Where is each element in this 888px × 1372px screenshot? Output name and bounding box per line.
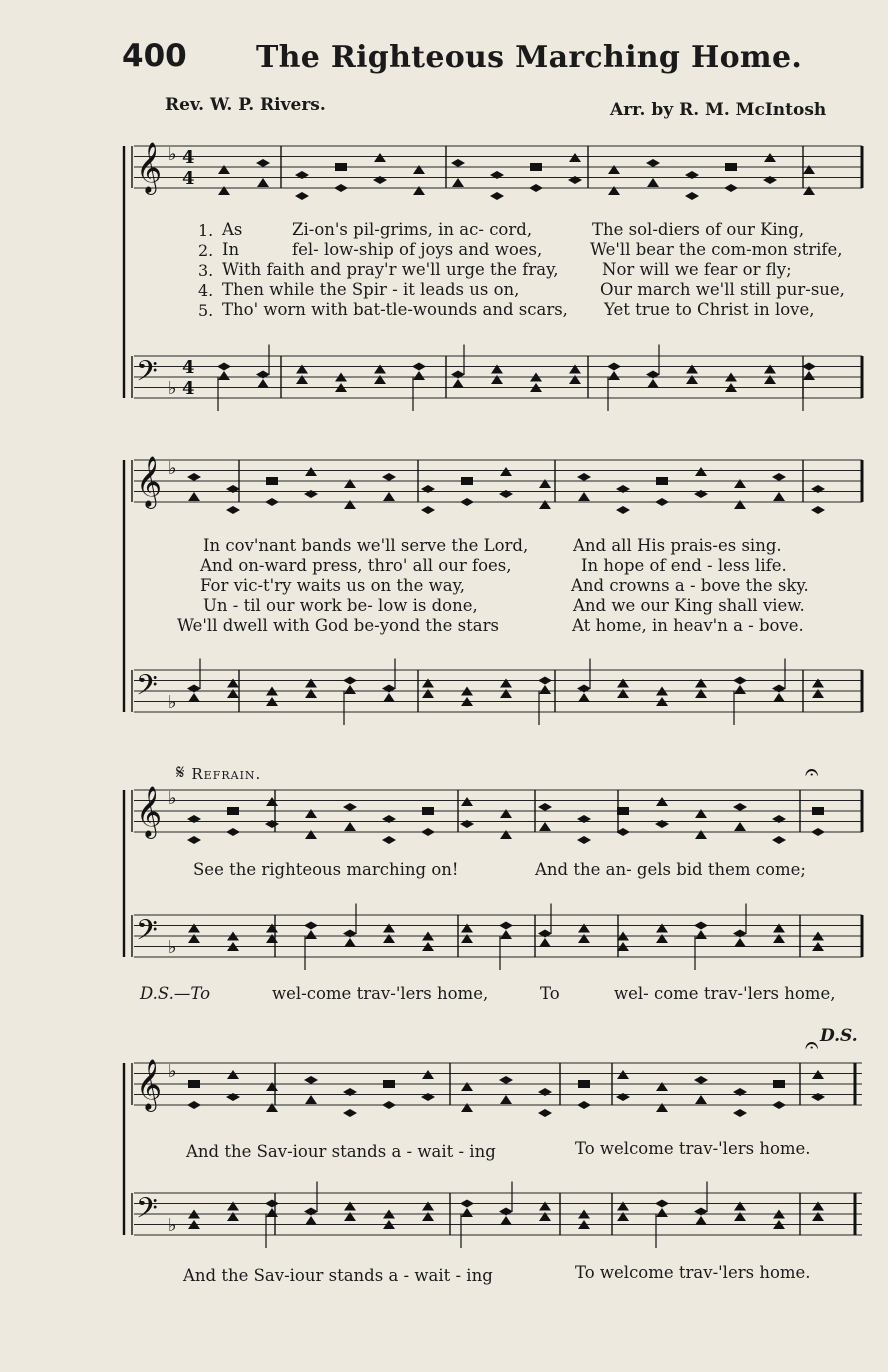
shape-note-fa [539,685,551,694]
segno-icon: 𝄋 [176,760,186,784]
shape-note-la [812,807,824,815]
shape-note-fa [695,467,707,476]
shape-note-la [656,477,668,485]
shape-note-fa [227,679,239,688]
shape-note-fa [656,1082,668,1091]
shape-note-mi [187,836,201,844]
refrain-lyric-a: See the righteous marching on! [193,860,459,879]
shape-note-fa [296,375,308,384]
shape-note-mi [304,1076,318,1084]
shape-note-fa [305,689,317,698]
shape-note-fa [539,938,551,947]
shape-note-fa [617,1202,629,1211]
shape-note-fa [500,830,512,839]
shape-note-la [227,807,239,815]
verse-4-lyric-b: Our march we'll still pur-sue, [600,280,845,299]
ds-lyric-b: wel-come trav-'lers home, [272,984,489,1003]
shape-note-fa [491,375,503,384]
shape-note-fa [305,467,317,476]
shape-note-la [773,1080,785,1088]
ds-lyric-c: To [540,984,560,1003]
shape-note-mi [538,677,552,685]
refrain-label [176,760,261,784]
verse-number: 1. [198,221,214,240]
shape-note-fa [305,1095,317,1104]
shape-note-fa [227,689,239,698]
shape-note-fa [452,379,464,388]
shape-note-fa [686,375,698,384]
fermata-icon: 𝄐 [805,1031,819,1059]
shape-note-fa [647,379,659,388]
verse-2-word-in: In [222,240,240,259]
shape-note-la [266,477,278,485]
refrain-lyric-c: And the Sav-iour stands a - wait - ing [186,1142,496,1161]
verse-1-lyric-d: And all His prais-es sing. [573,536,782,555]
shape-note-fa [569,153,581,162]
shape-note-fa [461,1082,473,1091]
shape-note-mi [529,184,543,192]
shape-note-fa [383,492,395,501]
verse-2-lyric-a: fel- low-ship of joys and woes, [292,240,543,259]
time-sig-icon: 4 [182,147,195,168]
shape-note-mi [382,836,396,844]
bass-clef-icon: 𝄢 [136,669,158,709]
shape-note-fa [617,1212,629,1221]
shape-note-la [578,1080,590,1088]
shape-note-la [335,163,347,171]
shape-note-fa [764,153,776,162]
refrain-title: Refrain. [191,765,262,783]
flat-icon: ♭ [168,1061,177,1082]
shape-note-mi [343,677,357,685]
flat-icon: ♭ [168,937,177,958]
shape-note-fa [422,679,434,688]
shape-note-fa [500,689,512,698]
shape-note-fa [257,379,269,388]
shape-note-fa [812,1212,824,1221]
shape-note-fa [344,938,356,947]
shape-note-fa [305,679,317,688]
bass-clef-icon: 𝄢 [136,914,158,954]
shape-note-mi [490,192,504,200]
shape-note-mi [460,498,474,506]
refrain-lyric-d: To welcome trav-'lers home. [575,1139,811,1158]
fermata-icon: 𝄐 [805,758,819,786]
shape-note-fa [461,934,473,943]
shape-note-mi [655,498,669,506]
shape-note-fa [266,1103,278,1112]
verse-5-lyric-b: Yet true to Christ in love, [604,300,815,319]
shape-note-fa [647,178,659,187]
flat-icon: ♭ [168,1215,177,1236]
shape-note-fa [188,492,200,501]
shape-note-la [461,477,473,485]
shape-note-fa [257,178,269,187]
shape-note-fa [812,679,824,688]
shape-note-fa [656,934,668,943]
verse-3-lyric-c: For vic-t'ry waits us on the way, [200,576,465,595]
shape-note-fa [344,479,356,488]
verse-number: 3. [198,261,214,280]
shape-note-fa [422,1202,434,1211]
treble-clef-icon: 𝄞 [136,1059,163,1110]
shape-note-mi [577,1101,591,1109]
shape-note-fa [686,365,698,374]
shape-note-fa [461,1208,473,1217]
shape-note-fa [764,375,776,384]
shape-note-fa [188,924,200,933]
shape-note-mi [256,159,270,167]
verse-5-lyric-d: At home, in heav'n a - bove. [572,616,804,635]
shape-note-mi [772,836,786,844]
shape-note-fa [500,679,512,688]
shape-note-fa [413,371,425,380]
shape-note-fa [422,1212,434,1221]
shape-note-mi [811,828,825,836]
shape-note-fa [227,1212,239,1221]
shape-note-fa [344,822,356,831]
verse-3-lyric-a: With faith and pray'r we'll urge the fray, [222,260,559,279]
shape-note-fa [374,153,386,162]
hymn-title: The Righteous Marching Home. [256,40,803,75]
verse-1-lyric-a: Zi-on's pil-grims, in ac- cord, [292,220,533,239]
shape-note-fa [539,500,551,509]
verse-1-word-as: As [222,220,243,239]
shape-note-fa [578,492,590,501]
verse-3-lyric-d: And crowns a - bove the sky. [571,576,809,595]
shape-note-mi [343,803,357,811]
shape-note-fa [305,1216,317,1225]
shape-note-fa [188,934,200,943]
refrain-lyric-b: And the an- gels bid them come; [535,860,806,879]
shape-note-fa [812,1070,824,1079]
shape-note-fa [764,365,776,374]
shape-note-fa [266,797,278,806]
treble-clef-icon: 𝄞 [136,142,163,193]
shape-note-fa [803,165,815,174]
shape-note-fa [617,689,629,698]
shape-note-fa [539,822,551,831]
shape-note-fa [734,1212,746,1221]
ds-marker: D.S. [820,1026,858,1046]
shape-note-mi [421,506,435,514]
shape-note-mi [382,1101,396,1109]
shape-note-fa [734,479,746,488]
shape-note-fa [608,186,620,195]
verse-2-lyric-d: In hope of end - less life. [581,556,787,575]
bass-clef-icon: 𝄢 [136,1192,158,1232]
verse-1-lyric-c: In cov'nant bands we'll serve the Lord, [203,536,529,555]
verse-1-lyric-b: The sol-diers of our King, [592,220,805,239]
flat-icon: ♭ [168,458,177,479]
shape-note-mi [733,1109,747,1117]
shape-note-fa [608,165,620,174]
ds-lyric-a: D.S.—To [140,984,211,1003]
shape-note-fa [266,1208,278,1217]
shape-note-fa [734,822,746,831]
shape-note-mi [577,473,591,481]
shape-note-fa [578,924,590,933]
shape-note-fa [383,924,395,933]
shape-note-la [383,1080,395,1088]
shape-note-fa [734,938,746,947]
shape-note-fa [656,797,668,806]
shape-note-mi [226,828,240,836]
shape-note-la [530,163,542,171]
shape-note-fa [266,924,278,933]
shape-note-fa [656,1103,668,1112]
shape-note-mi [499,922,513,930]
shape-note-fa [374,365,386,374]
shape-note-la [725,163,737,171]
verse-number: 2. [198,241,214,260]
verse-3-lyric-b: Nor will we fear or fly; [602,260,792,279]
shape-note-fa [539,1202,551,1211]
shape-note-fa [461,797,473,806]
verse-5-lyric-a: Tho' worn with bat-tle-wounds and scars, [222,300,568,319]
shape-note-fa [305,830,317,839]
shape-note-fa [569,365,581,374]
shape-note-fa [734,1202,746,1211]
shape-note-fa [227,1202,239,1211]
shape-note-fa [305,809,317,818]
flat-icon: ♭ [168,692,177,713]
shape-note-mi [187,1101,201,1109]
shape-note-mi [772,1101,786,1109]
shape-note-fa [773,492,785,501]
shape-note-fa [812,689,824,698]
shape-note-fa [695,689,707,698]
shape-note-fa [491,365,503,374]
time-sig-icon: 4 [182,357,195,378]
shape-note-mi [538,803,552,811]
shape-note-mi [577,836,591,844]
verse-4-lyric-c: Un - til our work be- low is done, [203,596,478,615]
shape-note-fa [734,685,746,694]
shape-note-mi [733,677,747,685]
shape-note-mi [694,922,708,930]
shape-note-fa [422,1070,434,1079]
shape-note-mi [382,473,396,481]
shape-note-fa [578,693,590,702]
shape-note-fa [734,500,746,509]
shape-note-fa [413,186,425,195]
arranger-credit: Arr. by R. M. McIntosh [610,100,827,120]
shape-note-la [617,807,629,815]
shape-note-fa [266,934,278,943]
time-sig-icon: 4 [182,378,195,399]
verse-4-lyric-a: Then while the Spir - it leads us on, [222,280,520,299]
shape-note-fa [461,924,473,933]
shape-note-mi [265,1200,279,1208]
shape-note-mi [217,363,231,371]
shape-note-la [422,807,434,815]
bass-clef-icon: 𝄢 [136,355,158,395]
verse-2-lyric-c: And on-ward press, thro' all our foes, [200,556,512,575]
shape-note-fa [383,934,395,943]
shape-note-fa [539,479,551,488]
shape-note-fa [773,693,785,702]
shape-note-fa [266,1082,278,1091]
ds-lyric-d: wel- come trav-'lers home, [614,984,836,1003]
shape-note-fa [422,689,434,698]
shape-note-fa [539,1212,551,1221]
shape-note-fa [296,365,308,374]
shape-note-fa [500,930,512,939]
verse-number: 4. [198,281,214,300]
shape-note-la [188,1080,200,1088]
shape-note-mi [655,1200,669,1208]
shape-note-fa [617,679,629,688]
shape-note-mi [334,184,348,192]
shape-note-fa [773,924,785,933]
shape-note-fa [812,1202,824,1211]
shape-note-fa [803,371,815,380]
shape-note-fa [452,178,464,187]
shape-note-mi [451,159,465,167]
shape-note-mi [343,1109,357,1117]
shape-note-mi [265,498,279,506]
shape-note-fa [695,1095,707,1104]
verse-4-lyric-d: And we our King shall view. [573,596,805,615]
shape-note-fa [617,1070,629,1079]
refrain-lyric-f: To welcome trav-'lers home. [575,1263,811,1282]
shape-note-fa [305,930,317,939]
shape-note-mi [538,1109,552,1117]
shape-note-fa [695,809,707,818]
shape-note-mi [499,1076,513,1084]
treble-clef-icon: 𝄞 [136,456,163,507]
shape-note-fa [500,809,512,818]
shape-note-fa [500,1216,512,1225]
shape-note-fa [773,934,785,943]
shape-note-fa [344,500,356,509]
shape-note-fa [695,1216,707,1225]
shape-note-fa [344,1202,356,1211]
shape-note-mi [460,1200,474,1208]
shape-note-fa [413,165,425,174]
shape-note-mi [733,803,747,811]
shape-note-fa [569,375,581,384]
shape-note-mi [724,184,738,192]
shape-note-mi [295,192,309,200]
shape-note-fa [344,1212,356,1221]
shape-note-mi [772,473,786,481]
shape-note-mi [616,506,630,514]
flat-icon: ♭ [168,378,177,399]
shape-note-fa [695,830,707,839]
shape-note-mi [421,828,435,836]
shape-note-fa [374,375,386,384]
shape-note-fa [500,1095,512,1104]
shape-note-fa [578,934,590,943]
shape-note-fa [461,1103,473,1112]
shape-note-fa [500,467,512,476]
refrain-lyric-e: And the Sav-iour stands a - wait - ing [183,1266,493,1285]
shape-note-fa [218,165,230,174]
shape-note-mi [607,363,621,371]
shape-note-fa [383,693,395,702]
verse-number: 5. [198,301,214,320]
shape-note-mi [811,506,825,514]
shape-note-fa [344,685,356,694]
treble-clef-icon: 𝄞 [136,786,163,837]
shape-note-fa [695,930,707,939]
time-sig-icon: 4 [182,168,195,189]
shape-note-mi [646,159,660,167]
verse-5-lyric-c: We'll dwell with God be-yond the stars [177,616,499,635]
shape-note-fa [188,693,200,702]
shape-note-fa [227,1070,239,1079]
shape-note-fa [218,186,230,195]
flat-icon: ♭ [168,788,177,809]
verse-2-lyric-b: We'll bear the com-mon strife, [590,240,843,259]
hymn-number: 400 [122,38,187,74]
shape-note-fa [656,924,668,933]
shape-note-mi [694,1076,708,1084]
shape-note-fa [218,371,230,380]
shape-note-fa [695,679,707,688]
flat-icon: ♭ [168,144,177,165]
shape-note-mi [685,192,699,200]
shape-note-fa [608,371,620,380]
shape-note-mi [412,363,426,371]
shape-note-mi [304,922,318,930]
shape-note-mi [226,506,240,514]
author-credit: Rev. W. P. Rivers. [165,95,326,115]
shape-note-mi [187,473,201,481]
shape-note-fa [656,1208,668,1217]
shape-note-fa [803,186,815,195]
shape-note-mi [802,363,816,371]
